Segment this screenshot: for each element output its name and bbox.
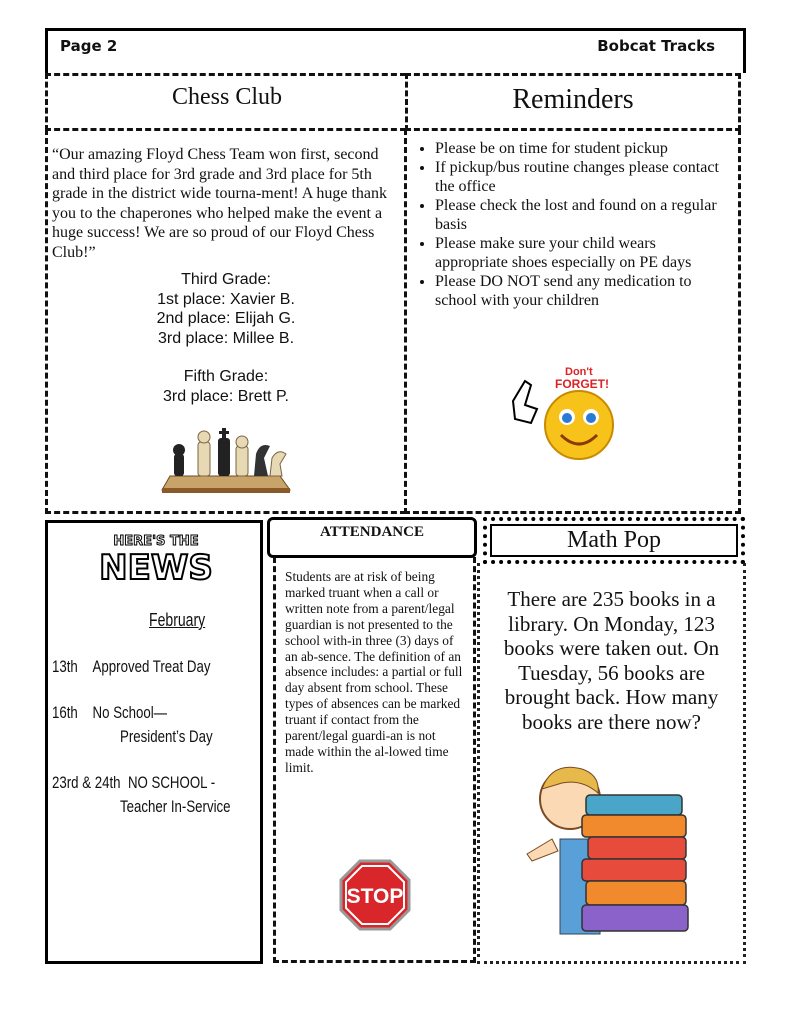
stop-sign-image [339, 859, 411, 931]
result-item: 1st place: Xavier B. [157, 290, 295, 308]
page-number: Page 2 [60, 37, 118, 55]
forget-text: FORGET! [555, 377, 609, 391]
event-item [52, 703, 256, 747]
reminder-item: • Please DO NOT send any medication to school with your children [435, 272, 730, 310]
result-item: 3rd place: Brett P. [163, 387, 289, 405]
reminder-item: • If pickup/bus routine changes please contact the office [435, 158, 730, 196]
banner-main-text: NEWS [99, 548, 213, 587]
event-text-cont: Teacher In-Service [120, 797, 231, 816]
event-text-cont: President’s Day [120, 727, 213, 746]
math-problem-text: There are 235 books in a library. On Monday, 123 books were taken out. On Tuesday, 56 books are brought back. How many books are there now? [503, 587, 720, 734]
event-date: 13th [52, 657, 78, 676]
boy-with-books-image [522, 759, 702, 944]
reminder-item: • Please make sure your child wears appropriate shoes especially on PE days [435, 234, 730, 272]
stop-sign-text: STOP [346, 885, 404, 908]
reminder-item: • Please check the lost and found on a regular basis [435, 196, 730, 234]
banner-top-text: HERE'S THE [113, 534, 199, 549]
chess-pieces-image [160, 424, 295, 494]
math-pop-section [477, 563, 746, 964]
event-text: Approved Treat Day [92, 657, 211, 676]
news-section [45, 520, 263, 964]
event-item [52, 657, 256, 677]
reminders-heading: Reminders [405, 73, 741, 131]
result-item: 3rd place: Millee B. [157, 329, 295, 347]
attendance-heading: ATTENDANCE [267, 517, 477, 558]
attendance-text: Students are at risk of being marked truant when a call or written note from a parent/legal guardian is not presented to the school with-in three (3) days of an ab-sence. The definition of an absence includes: a partial or full day absent from school. These types of absences can be marked truant if contact from the parent/legal guardi-an is not made within the al-lowed time limit. [285, 569, 463, 775]
heres-the-news-banner [52, 527, 260, 587]
event-date: 23rd & 24th [52, 773, 121, 792]
chess-results [52, 270, 400, 406]
event-text: NO SCHOOL - [127, 773, 216, 792]
math-pop-heading: Math Pop [483, 517, 745, 564]
reminders-list [415, 139, 730, 310]
event-date: 16th [52, 703, 78, 722]
result-item: 2nd place: Elijah G. [156, 310, 296, 327]
month-heading: February [149, 610, 206, 630]
page-header [45, 28, 746, 73]
chess-club-heading: Chess Club [45, 73, 406, 131]
dont-forget-text: Don't [565, 366, 593, 378]
reminders-section [404, 129, 741, 514]
attendance-section [273, 557, 476, 963]
dont-forget-smiley-image [503, 361, 623, 461]
newsletter-title: Bobcat Tracks [597, 37, 715, 55]
reminder-item: • Please be on time for student pickup [435, 139, 730, 158]
chess-club-section [45, 129, 406, 514]
event-item [52, 773, 256, 817]
chess-quote: “Our amazing Floyd Chess Team won first, second and third place for 3rd grade and 3rd place for 5th grade in the district wide tourna-ment! A huge thank you to the chaperones who helped make the event a huge success! We are so proud of our Floyd Chess Club!” [52, 146, 388, 261]
third-grade-heading: Third Grade: [181, 271, 271, 288]
event-text: No School— [92, 703, 168, 722]
fifth-grade-heading: Fifth Grade: [183, 368, 269, 385]
